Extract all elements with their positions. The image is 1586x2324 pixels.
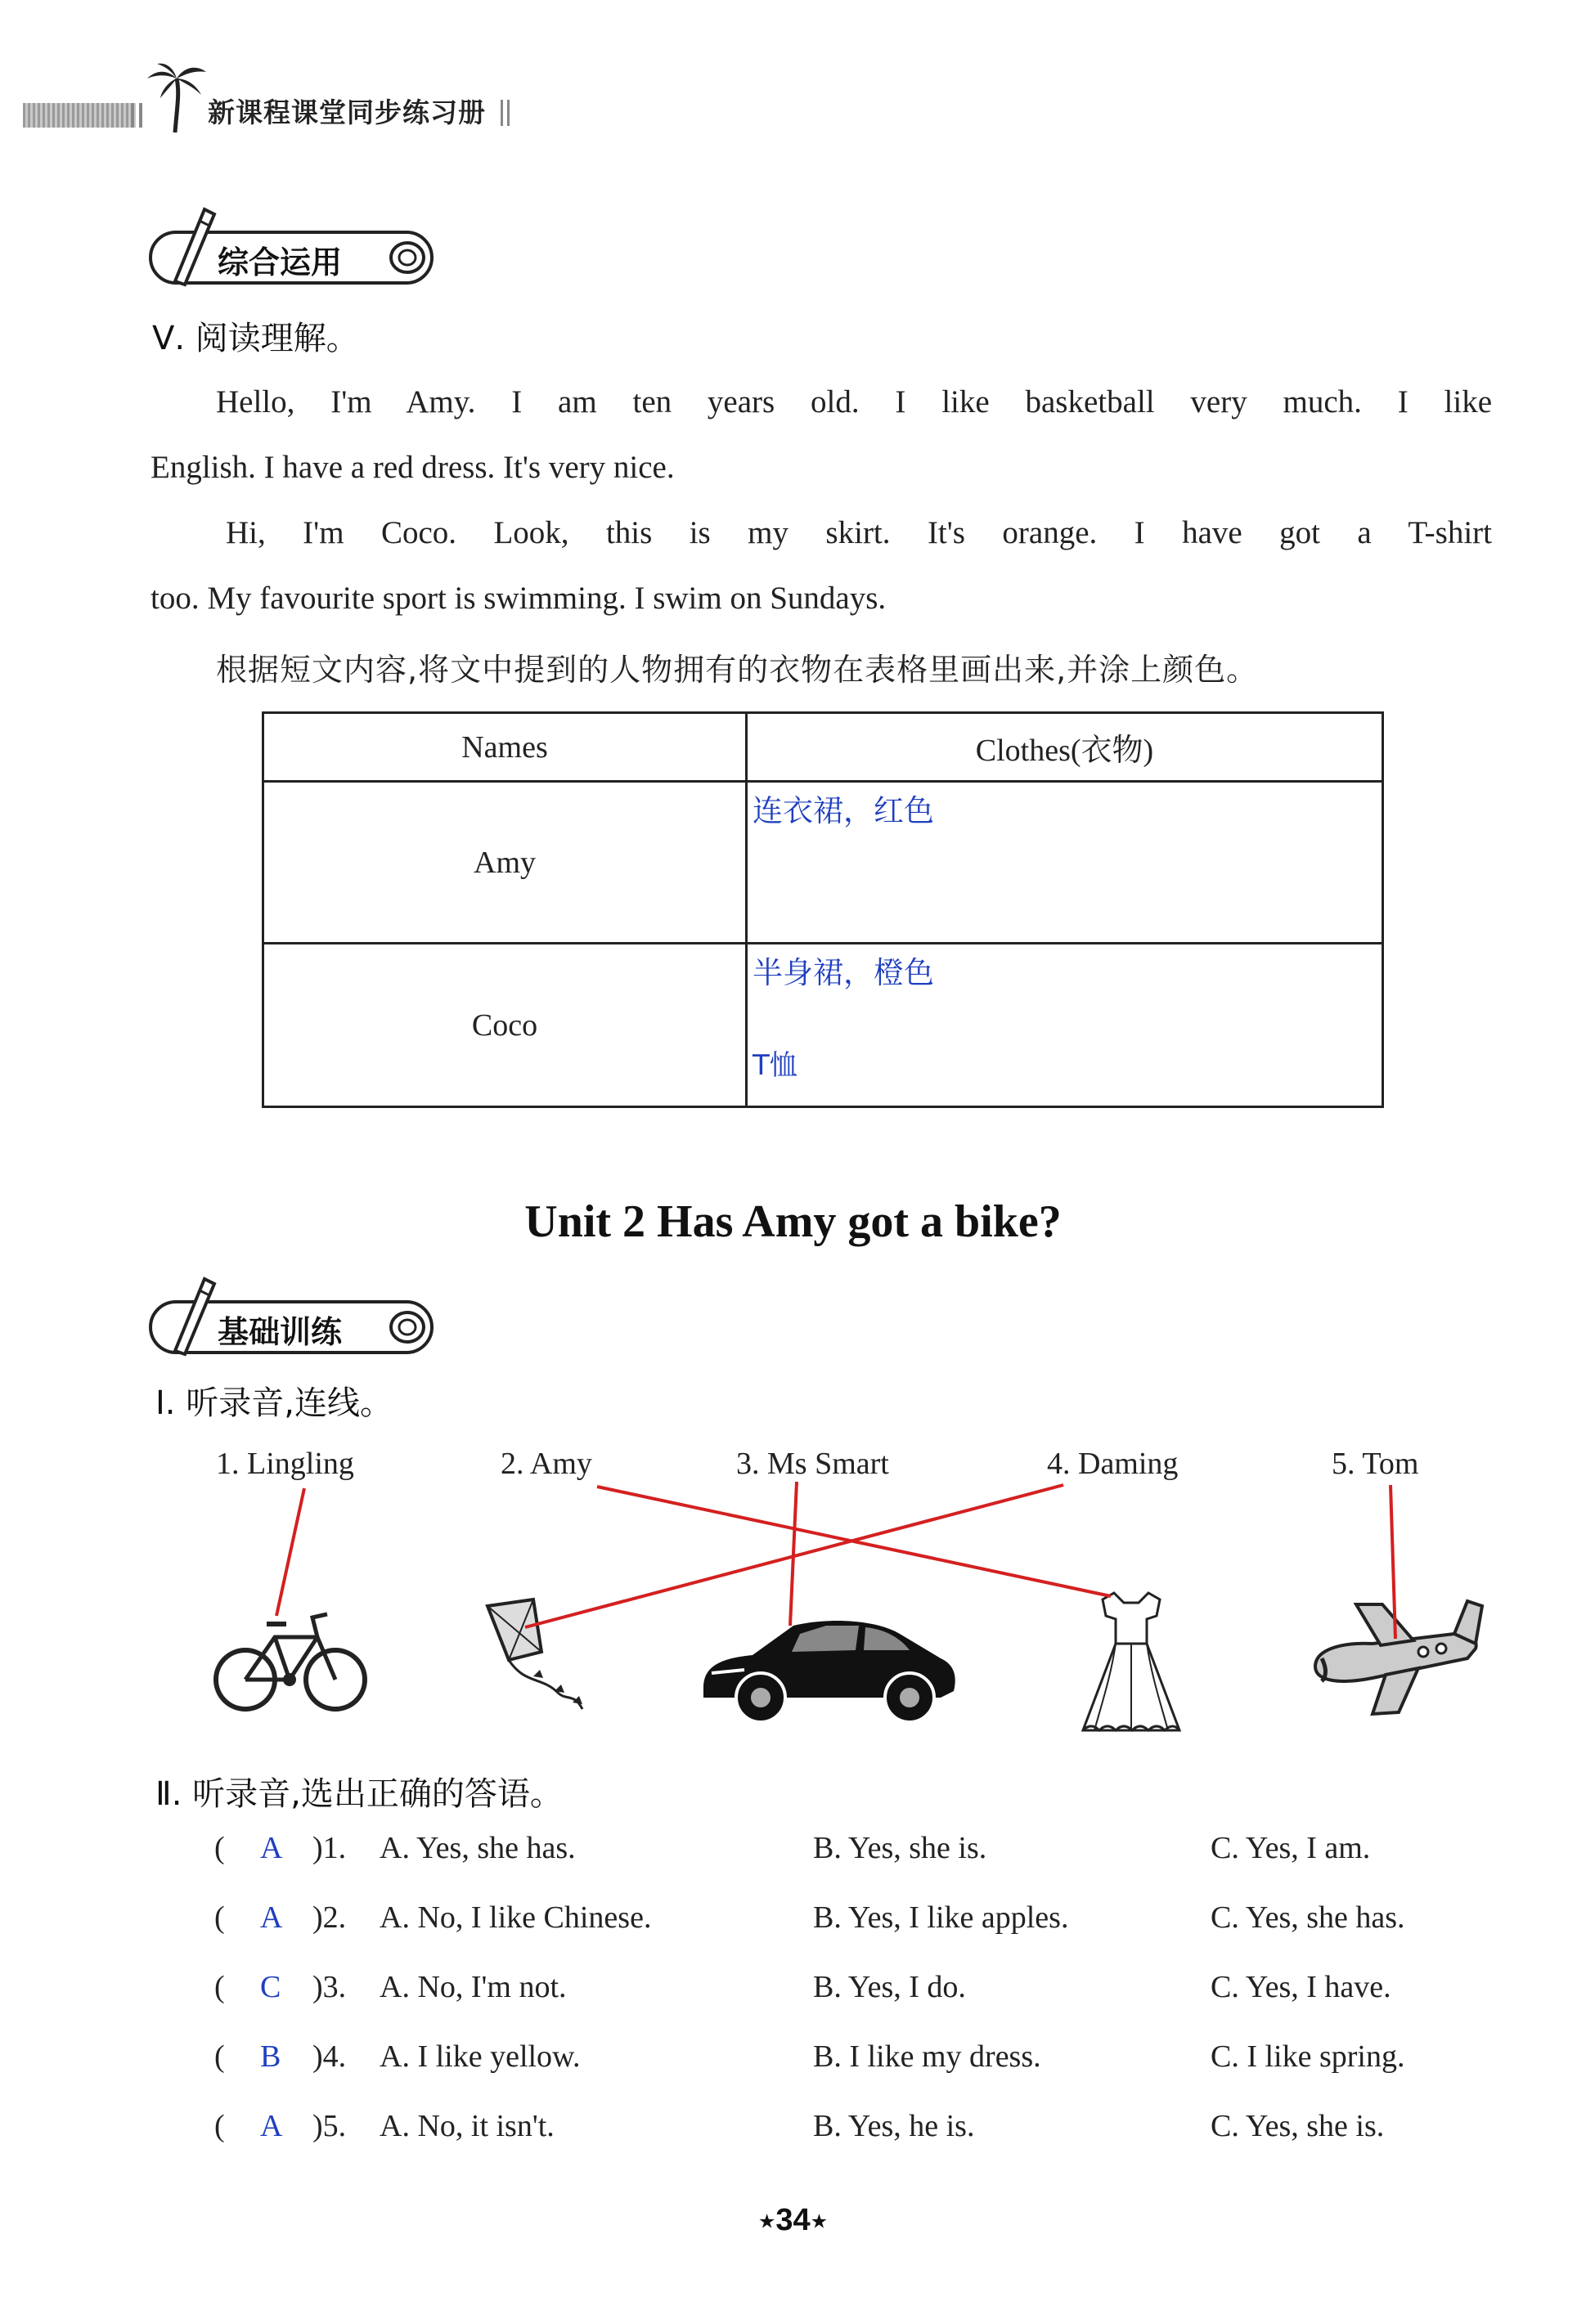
ring-icon	[384, 237, 430, 278]
listening1-heading: Ⅰ. 听录音,连线。	[155, 1384, 393, 1422]
section-label: 基础训练	[218, 1314, 343, 1350]
reading-para1-line1	[216, 370, 1492, 435]
answer-blank[interactable]: A	[260, 1831, 283, 1865]
text: Hi, I'm Coco. Look, this is my skirt. It's orange. I have got a T-shirt	[226, 515, 1492, 550]
match-name-2[interactable]: 2. Amy	[501, 1447, 592, 1481]
header-separator	[131, 103, 134, 128]
row-name: Amy	[263, 782, 747, 944]
header-separator	[501, 100, 503, 126]
handwritten-answer: 连衣裙，红色	[753, 793, 934, 828]
paren-open: (	[214, 1900, 225, 1935]
answer-list	[214, 1830, 1539, 2178]
row-name: Coco	[263, 944, 747, 1107]
option-a: A. No, I like Chinese.	[380, 1900, 652, 1935]
section-label: 综合运用	[218, 245, 343, 280]
kite-icon[interactable]	[476, 1595, 599, 1734]
answer-blank[interactable]: A	[260, 1900, 283, 1935]
item-number: )1.	[312, 1831, 347, 1865]
header-separator	[139, 103, 142, 128]
option-a: A. Yes, she has.	[380, 1831, 576, 1865]
match-name-3[interactable]: 3. Ms Smart	[736, 1447, 889, 1481]
reading-para1-line2: English. I have a red dress. It's very nice.	[151, 450, 675, 485]
option-c: C. Yes, I am.	[1211, 1831, 1371, 1865]
page-footer	[0, 2203, 1586, 2238]
option-c: C. Yes, she has.	[1211, 1900, 1405, 1935]
reading-para2-line1	[226, 500, 1492, 566]
answer-blank[interactable]: B	[260, 2039, 281, 2074]
table-row	[263, 782, 1383, 944]
row-clothes-cell[interactable]	[747, 944, 1383, 1107]
header-names: Names	[263, 713, 747, 782]
option-c: C. Yes, I have.	[1211, 1970, 1391, 2004]
plane-icon[interactable]	[1307, 1593, 1490, 1724]
table-header-row	[263, 713, 1383, 782]
list-item	[214, 2108, 1539, 2178]
paren-open: (	[214, 1831, 225, 1865]
car-icon[interactable]	[695, 1609, 960, 1724]
page-number: 34	[775, 2203, 811, 2237]
listening2-heading: Ⅱ. 听录音,选出正确的答语。	[155, 1775, 563, 1813]
unit-title: Unit 2 Has Amy got a bike?	[524, 1196, 1062, 1247]
item-number: )5.	[312, 2109, 347, 2143]
match-name-1[interactable]: 1. Lingling	[216, 1447, 354, 1481]
reading-heading: Ⅴ. 阅读理解。	[152, 320, 359, 357]
option-b: B. Yes, I like apples.	[813, 1900, 1069, 1935]
answer-blank[interactable]: C	[260, 1970, 281, 2004]
paren-open: (	[214, 2039, 225, 2074]
match-line	[276, 1488, 304, 1616]
list-item	[214, 1969, 1539, 2039]
option-c: C. I like spring.	[1211, 2039, 1405, 2074]
option-c: C. Yes, she is.	[1211, 2109, 1385, 2143]
paren-open: (	[214, 1970, 225, 2004]
pencil-icon	[155, 1272, 221, 1357]
item-number: )3.	[312, 1970, 347, 2004]
bike-icon[interactable]	[211, 1601, 371, 1716]
option-b: B. Yes, she is.	[813, 1831, 987, 1865]
match-name-4[interactable]: 4. Daming	[1047, 1447, 1179, 1481]
list-item	[214, 2039, 1539, 2108]
match-line	[525, 1485, 1063, 1627]
item-number: )2.	[312, 1900, 347, 1935]
pencil-icon	[155, 203, 221, 288]
clothes-table	[262, 711, 1384, 1108]
match-name-5[interactable]: 5. Tom	[1332, 1447, 1419, 1481]
list-item	[214, 1900, 1539, 1969]
ring-icon	[384, 1307, 430, 1348]
header-title: 新课程课堂同步练习册	[208, 96, 486, 128]
row-clothes-cell[interactable]	[747, 782, 1383, 944]
header-clothes: Clothes(衣物)	[747, 713, 1383, 782]
header-decor-bar	[23, 103, 136, 128]
list-item	[214, 1830, 1539, 1900]
handwritten-answer: T恤	[753, 1049, 797, 1082]
option-b: B. I like my dress.	[813, 2039, 1041, 2074]
paren-open: (	[214, 2109, 225, 2143]
star-icon: ★	[757, 2210, 776, 2233]
star-icon: ★	[810, 2210, 829, 2233]
header-separator	[507, 100, 510, 126]
table-row	[263, 944, 1383, 1107]
palm-tree-icon	[144, 61, 209, 134]
answer-blank[interactable]: A	[260, 2109, 283, 2143]
option-a: A. No, it isn't.	[380, 2109, 555, 2143]
reading-instruction: 根据短文内容,将文中提到的人物拥有的衣物在表格里画出来,并涂上颜色。	[216, 652, 1259, 688]
option-a: A. I like yellow.	[380, 2039, 581, 2074]
match-line	[597, 1487, 1111, 1596]
option-b: B. Yes, he is.	[813, 2109, 975, 2143]
item-number: )4.	[312, 2039, 347, 2074]
option-a: A. No, I'm not.	[380, 1970, 567, 2004]
text: Hello, I'm Amy. I am ten years old. I like basketball very much. I like	[216, 384, 1492, 419]
match-line	[790, 1482, 797, 1626]
handwritten-answer: 半身裙，橙色	[753, 955, 934, 990]
option-b: B. Yes, I do.	[813, 1970, 966, 2004]
reading-para2-line2: too. My favourite sport is swimming. I swim on Sundays.	[151, 581, 887, 616]
dress-icon[interactable]	[1078, 1586, 1184, 1742]
